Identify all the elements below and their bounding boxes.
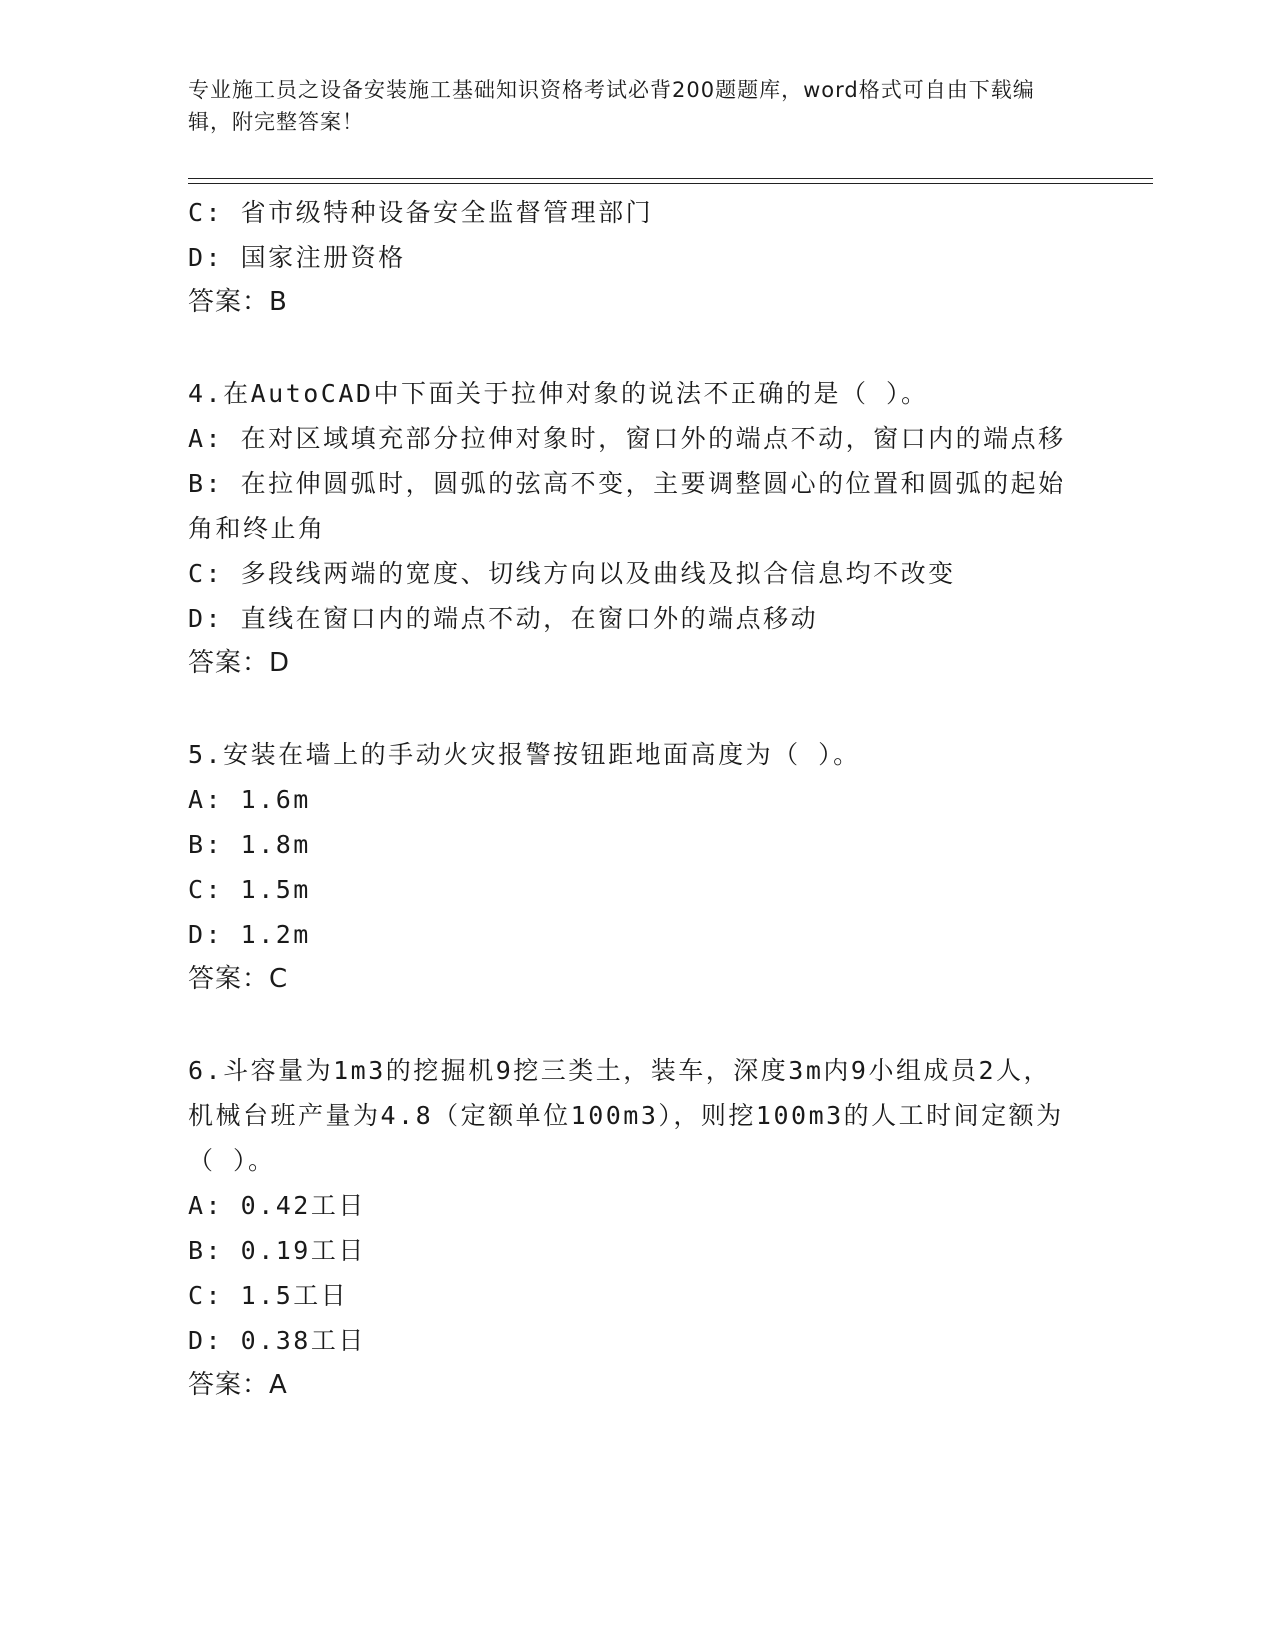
spacer (188, 1002, 1078, 1048)
option-c: C: 1.5工日 (188, 1281, 349, 1310)
question-3-continued (188, 190, 1078, 325)
header-divider-top (188, 178, 1153, 179)
answer-line: 答案：D (188, 648, 291, 678)
option-d: D: 0.38工日 (188, 1326, 366, 1355)
question-6 (188, 1048, 1078, 1408)
option-b: B: 1.8m (188, 830, 311, 859)
header-title: 专业施工员之设备安装施工基础知识资格考试必背200题题库，word格式可自由下载编辑，附完整答案！ (188, 78, 1035, 134)
question-stem: 6.斗容量为1m3的挖掘机9挖三类土，装车，深度3m内9小组成员2人，机械台班产量为4.8（定额单位100m3），则挖100m3的人工时间定额为（ ）。 (188, 1056, 1064, 1175)
question-stem: 5.安装在墙上的手动火灾报警按钮距地面高度为（ ）。 (188, 740, 861, 769)
option-d: D: 直线在窗口内的端点不动，在窗口外的端点移动 (188, 604, 819, 633)
option-c: C: 省市级特种设备安全监督管理部门 (188, 198, 654, 227)
answer-line: 答案：A (188, 1370, 288, 1400)
option-b: B: 在拉伸圆弧时，圆弧的弦高不变，主要调整圆心的位置和圆弧的起始角和终止角 (188, 469, 1066, 543)
question-list (188, 190, 1078, 1408)
spacer (188, 325, 1078, 371)
document-header (188, 74, 1068, 138)
answer-line: 答案：B (188, 287, 288, 317)
option-a: A: 0.42工日 (188, 1191, 366, 1220)
question-5 (188, 732, 1078, 1002)
answer-line: 答案：C (188, 964, 289, 994)
question-4 (188, 371, 1078, 686)
header-divider-bottom (188, 183, 1153, 184)
option-d: D: 1.2m (188, 920, 311, 949)
option-d: D: 国家注册资格 (188, 243, 406, 272)
option-a: A: 1.6m (188, 785, 311, 814)
option-c: C: 1.5m (188, 875, 311, 904)
option-c: C: 多段线两端的宽度、切线方向以及曲线及拟合信息均不改变 (188, 559, 956, 588)
option-a: A: 在对区域填充部分拉伸对象时，窗口外的端点不动，窗口内的端点移 (188, 424, 1066, 453)
option-b: B: 0.19工日 (188, 1236, 366, 1265)
question-stem: 4.在AutoCAD中下面关于拉伸对象的说法不正确的是（ ）。 (188, 379, 929, 408)
spacer (188, 686, 1078, 732)
